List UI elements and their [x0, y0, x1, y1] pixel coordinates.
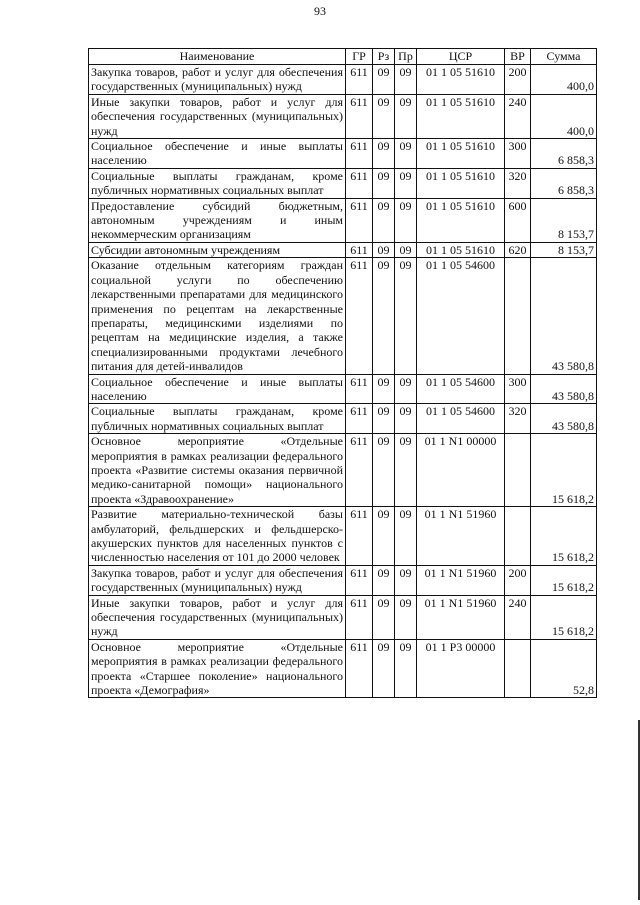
cell-rz: 09 [373, 404, 395, 434]
cell-name: Развитие материально-технической базы амбулаторий, фельдшерских и фельдшерско-акушерских пунктов для населенных пунктов с численностью населения от 101 до 2000 человек [89, 507, 346, 566]
cell-sum: 15 618,2 [531, 507, 597, 566]
header-pr: Пр [395, 49, 417, 65]
cell-sum: 400,0 [531, 94, 597, 138]
cell-vr: 600 [505, 198, 531, 242]
cell-pr: 09 [395, 565, 417, 595]
header-rz: Рз [373, 49, 395, 65]
cell-vr: 200 [505, 565, 531, 595]
cell-csr: 01 1 05 54600 [417, 374, 505, 404]
cell-gr: 611 [346, 168, 373, 198]
cell-rz: 09 [373, 198, 395, 242]
cell-csr: 01 1 05 51610 [417, 139, 505, 169]
cell-vr: 620 [505, 242, 531, 257]
table-row [89, 242, 597, 257]
page-number: 93 [314, 4, 326, 18]
cell-csr: 01 1 05 51610 [417, 168, 505, 198]
cell-csr: 01 1 05 51610 [417, 94, 505, 138]
cell-sum: 8 153,7 [531, 198, 597, 242]
header-sum: Сумма [531, 49, 597, 65]
cell-pr: 09 [395, 94, 417, 138]
cell-pr: 09 [395, 168, 417, 198]
table-body [89, 65, 597, 698]
cell-name: Иные закупки товаров, работ и услуг для обеспечения государственных (муниципальных) нужд [89, 595, 346, 639]
header-csr: ЦСР [417, 49, 505, 65]
cell-gr: 611 [346, 404, 373, 434]
cell-csr: 01 1 05 51610 [417, 242, 505, 257]
header-vr: ВР [505, 49, 531, 65]
table-row [89, 374, 597, 404]
cell-name: Предоставление субсидий бюджетным, автономным учреждениям и иным некоммерческим организациям [89, 198, 346, 242]
cell-rz: 09 [373, 242, 395, 257]
cell-vr: 300 [505, 374, 531, 404]
cell-rz: 09 [373, 258, 395, 374]
cell-gr: 611 [346, 434, 373, 507]
cell-gr: 611 [346, 565, 373, 595]
cell-pr: 09 [395, 65, 417, 95]
header-name: Наименование [89, 49, 346, 65]
cell-vr [505, 507, 531, 566]
cell-sum: 8 153,7 [531, 242, 597, 257]
table-row [89, 94, 597, 138]
cell-pr: 09 [395, 639, 417, 698]
table-row [89, 168, 597, 198]
cell-name: Социальные выплаты гражданам, кроме публичных нормативных социальных выплат [89, 404, 346, 434]
table-row [89, 507, 597, 566]
cell-gr: 611 [346, 639, 373, 698]
cell-gr: 611 [346, 198, 373, 242]
cell-pr: 09 [395, 507, 417, 566]
cell-vr: 200 [505, 65, 531, 95]
cell-name: Оказание отдельным категориям граждан социальной услуги по обеспечению лекарственными препаратами для медицинского применения по рецептам на лекарственные препараты, медицинскими изделиями по рецептам на медицинские изделия, а также специализированными продуктами лечебного питания для детей-инвалидов [89, 258, 346, 374]
header-gr: ГР [346, 49, 373, 65]
cell-rz: 09 [373, 168, 395, 198]
cell-vr: 240 [505, 94, 531, 138]
cell-sum: 52,8 [531, 639, 597, 698]
cell-csr: 01 1 N1 51960 [417, 565, 505, 595]
table-row [89, 198, 597, 242]
cell-rz: 09 [373, 595, 395, 639]
cell-name: Основное мероприятие «Отдельные мероприятия в рамках реализации федерального проекта «Развитие системы оказания первичной медико-санитарной помощи» национального проекта «Здравоохранение» [89, 434, 346, 507]
cell-gr: 611 [346, 595, 373, 639]
cell-csr: 01 1 P3 00000 [417, 639, 505, 698]
cell-gr: 611 [346, 65, 373, 95]
cell-sum: 15 618,2 [531, 565, 597, 595]
cell-csr: 01 1 05 51610 [417, 65, 505, 95]
cell-sum: 43 580,8 [531, 258, 597, 374]
cell-sum: 6 858,3 [531, 168, 597, 198]
cell-pr: 09 [395, 404, 417, 434]
cell-csr: 01 1 N1 51960 [417, 595, 505, 639]
cell-rz: 09 [373, 507, 395, 566]
cell-sum: 400,0 [531, 65, 597, 95]
cell-csr: 01 1 N1 00000 [417, 434, 505, 507]
cell-gr: 611 [346, 139, 373, 169]
cell-pr: 09 [395, 595, 417, 639]
table-row [89, 434, 597, 507]
cell-pr: 09 [395, 258, 417, 374]
cell-pr: 09 [395, 434, 417, 507]
cell-name: Социальное обеспечение и иные выплаты населению [89, 374, 346, 404]
cell-csr: 01 1 N1 51960 [417, 507, 505, 566]
cell-vr [505, 434, 531, 507]
cell-gr: 611 [346, 374, 373, 404]
cell-pr: 09 [395, 374, 417, 404]
table-row [89, 258, 597, 374]
cell-csr: 01 1 05 54600 [417, 258, 505, 374]
cell-sum: 6 858,3 [531, 139, 597, 169]
cell-vr: 320 [505, 404, 531, 434]
cell-gr: 611 [346, 507, 373, 566]
cell-rz: 09 [373, 639, 395, 698]
cell-pr: 09 [395, 139, 417, 169]
cell-gr: 611 [346, 258, 373, 374]
cell-rz: 09 [373, 565, 395, 595]
table-row [89, 65, 597, 95]
table-row [89, 639, 597, 698]
table-row [89, 404, 597, 434]
table-row [89, 139, 597, 169]
cell-csr: 01 1 05 54600 [417, 404, 505, 434]
table-header-row [89, 49, 597, 65]
cell-name: Субсидии автономным учреждениям [89, 242, 346, 257]
table-row [89, 595, 597, 639]
cell-rz: 09 [373, 65, 395, 95]
cell-name: Иные закупки товаров, работ и услуг для обеспечения государственных (муниципальных) нужд [89, 94, 346, 138]
cell-sum: 43 580,8 [531, 404, 597, 434]
cell-gr: 611 [346, 242, 373, 257]
cell-name: Основное мероприятие «Отдельные мероприятия в рамках реализации федерального проекта «Старшее поколение» национального проекта «Демография» [89, 639, 346, 698]
cell-name: Социальное обеспечение и иные выплаты населению [89, 139, 346, 169]
table-row [89, 565, 597, 595]
cell-name: Социальные выплаты гражданам, кроме публичных нормативных социальных выплат [89, 168, 346, 198]
cell-sum: 15 618,2 [531, 434, 597, 507]
cell-vr [505, 258, 531, 374]
cell-vr: 300 [505, 139, 531, 169]
cell-csr: 01 1 05 51610 [417, 198, 505, 242]
cell-gr: 611 [346, 94, 373, 138]
cell-vr: 320 [505, 168, 531, 198]
cell-rz: 09 [373, 94, 395, 138]
cell-name: Закупка товаров, работ и услуг для обеспечения государственных (муниципальных) нужд [89, 565, 346, 595]
cell-name: Закупка товаров, работ и услуг для обеспечения государственных (муниципальных) нужд [89, 65, 346, 95]
cell-rz: 09 [373, 139, 395, 169]
cell-vr [505, 639, 531, 698]
cell-rz: 09 [373, 434, 395, 507]
cell-pr: 09 [395, 198, 417, 242]
cell-pr: 09 [395, 242, 417, 257]
cell-sum: 43 580,8 [531, 374, 597, 404]
cell-rz: 09 [373, 374, 395, 404]
budget-table [88, 48, 597, 698]
cell-sum: 15 618,2 [531, 595, 597, 639]
cell-vr: 240 [505, 595, 531, 639]
